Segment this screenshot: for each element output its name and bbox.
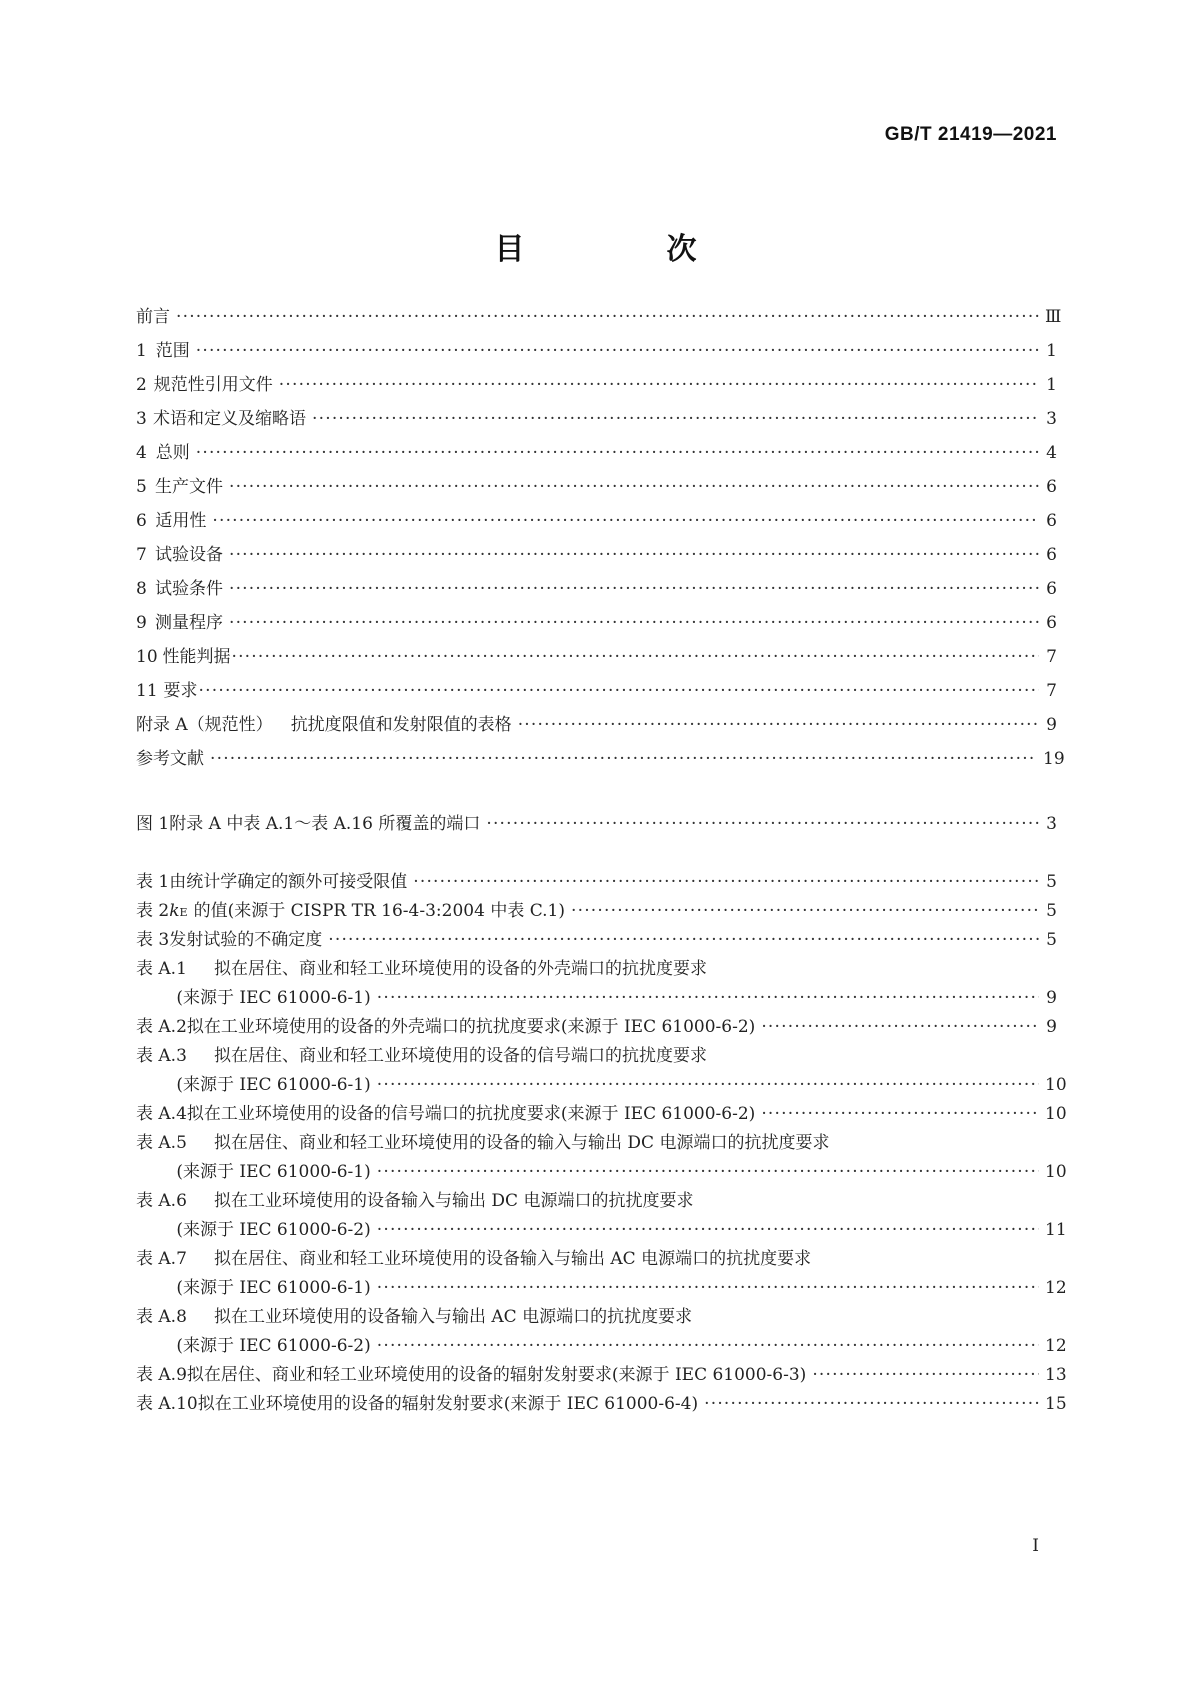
- toc-label: 拟在工业环境使用的设备的信号端口的抗扰度要求(来源于 IEC 61000-6-2): [186, 1104, 756, 1124]
- toc-entry-table-a5[interactable]: [136, 1128, 1057, 1158]
- toc-page: 1: [1046, 375, 1057, 395]
- toc-num: 7: [136, 545, 147, 565]
- toc-label: 拟在居住、商业和轻工业环境使用的设备的输入与输出 DC 电源端口的抗扰度要求: [214, 1133, 830, 1153]
- toc-entry-table-a7[interactable]: [136, 1244, 1057, 1274]
- toc-page: 12: [1045, 1278, 1067, 1298]
- toc-label: 抗扰度限值和发射限值的表格: [290, 715, 512, 735]
- dot-leader: [328, 925, 1039, 955]
- dot-leader: [761, 1099, 1039, 1129]
- dot-leader: [377, 1331, 1039, 1361]
- toc-entry-table-a3-cont[interactable]: [136, 1070, 1067, 1100]
- toc-page: 5: [1046, 930, 1057, 950]
- toc-page: 9: [1046, 988, 1057, 1008]
- toc-entry-table-a1[interactable]: [136, 954, 1057, 984]
- toc-entry-table-a4[interactable]: [136, 1099, 1067, 1129]
- toc-label-cont: (来源于 IEC 61000-6-1): [176, 1162, 371, 1182]
- dot-leader: [704, 1389, 1039, 1419]
- toc-entry-table-a8-cont[interactable]: [136, 1331, 1067, 1361]
- dot-leader: [377, 1070, 1039, 1100]
- toc-label: 前言: [136, 307, 170, 327]
- toc-num: 3: [136, 409, 147, 429]
- toc-page: 9: [1046, 715, 1057, 735]
- toc-label-cont: (来源于 IEC 61000-6-1): [176, 988, 371, 1008]
- toc-page: 5: [1046, 901, 1057, 921]
- dot-leader: [413, 867, 1039, 897]
- toc-entry-table-a1-cont[interactable]: [136, 983, 1057, 1013]
- toc-entry-table-a3[interactable]: [136, 1041, 1057, 1071]
- toc-page: 10: [1045, 1075, 1067, 1095]
- toc-num: 表 A.1: [136, 959, 187, 979]
- dot-leader: [229, 574, 1039, 604]
- toc-entry-table-a2[interactable]: [136, 1012, 1057, 1042]
- toc-entry-table-a10[interactable]: [136, 1389, 1067, 1419]
- toc-page: 19: [1043, 749, 1065, 769]
- toc-num: 8: [136, 579, 147, 599]
- toc-num: 表 A.7: [136, 1249, 187, 1269]
- toc-page: 9: [1046, 1017, 1057, 1037]
- toc-label: 试验设备: [154, 545, 223, 565]
- toc-page: 4: [1046, 443, 1057, 463]
- toc-entry-table-a8[interactable]: [136, 1302, 1057, 1332]
- dot-leader: [212, 506, 1039, 536]
- toc-label-cont: (来源于 IEC 61000-6-2): [176, 1336, 371, 1356]
- toc-page: 10: [1045, 1162, 1067, 1182]
- toc-page: 7: [1046, 681, 1057, 701]
- toc-page: 10: [1045, 1104, 1067, 1124]
- toc-page: 12: [1045, 1336, 1067, 1356]
- toc-entry-table-1[interactable]: [136, 867, 1057, 897]
- toc-label: 拟在居住、商业和轻工业环境使用的设备输入与输出 AC 电源端口的抗扰度要求: [214, 1249, 812, 1269]
- toc-label: 的值(来源于 CISPR TR 16-4-3:2004 中表 C.1): [193, 901, 565, 921]
- toc-label: 参考文献: [136, 749, 204, 769]
- dot-leader: [761, 1012, 1039, 1042]
- toc-label: 试验条件: [154, 579, 223, 599]
- toc-label-cont: (来源于 IEC 61000-6-1): [176, 1075, 371, 1095]
- toc-entry-table-2[interactable]: [136, 896, 1057, 926]
- toc-num: 表 A.9: [136, 1365, 187, 1385]
- toc-num: 表 1: [136, 872, 170, 892]
- toc-page: 6: [1046, 511, 1057, 531]
- dot-leader: [279, 370, 1039, 400]
- toc-num: 表 A.5: [136, 1133, 187, 1153]
- dot-leader: [196, 438, 1039, 468]
- toc-label: 拟在工业环境使用的设备的辐射发射要求(来源于 IEC 61000-6-4): [197, 1394, 699, 1414]
- dot-leader: [377, 1273, 1039, 1303]
- toc-page: 6: [1046, 545, 1057, 565]
- toc-entry-table-a6[interactable]: [136, 1186, 1057, 1216]
- toc-page: Ⅲ: [1045, 307, 1062, 327]
- toc-page: 7: [1046, 647, 1057, 667]
- toc-num: 附录 A（规范性）: [136, 715, 273, 735]
- toc-num: 6: [136, 511, 147, 531]
- page-number: I: [1032, 1536, 1039, 1556]
- toc-label: 总则: [155, 443, 190, 463]
- toc-num: 9: [136, 613, 147, 633]
- dot-leader: [377, 1215, 1039, 1245]
- toc-label: 要求: [163, 681, 198, 701]
- toc-page: 6: [1046, 579, 1057, 599]
- toc-entry-10[interactable]: [136, 642, 1057, 672]
- toc-num: 表 3: [136, 930, 170, 950]
- toc-entry-table-3[interactable]: [136, 925, 1057, 955]
- toc-num: 表 A.8: [136, 1307, 187, 1327]
- toc-page: 15: [1045, 1394, 1067, 1414]
- toc-label: 拟在工业环境使用的设备输入与输出 DC 电源端口的抗扰度要求: [214, 1191, 694, 1211]
- toc-label: 范围: [155, 341, 190, 361]
- dot-leader: [210, 744, 1037, 774]
- toc-label: 规范性引用文件: [153, 375, 273, 395]
- dot-leader: [312, 404, 1039, 434]
- toc-label: 拟在居住、商业和轻工业环境使用的设备的信号端口的抗扰度要求: [214, 1046, 707, 1066]
- toc-entry-figure-1[interactable]: [136, 809, 1057, 839]
- toc-entry-5[interactable]: [136, 472, 1057, 502]
- toc-entry-foreword[interactable]: [136, 302, 1062, 332]
- toc-page: 5: [1046, 872, 1057, 892]
- toc-num: 11: [136, 681, 158, 701]
- toc-num: 表 A.10: [136, 1394, 198, 1414]
- dot-leader: [196, 336, 1039, 366]
- dot-leader: [571, 896, 1039, 926]
- toc-label: 生产文件: [154, 477, 223, 497]
- toc-entry-table-a5-cont[interactable]: [136, 1157, 1067, 1187]
- toc-page: 13: [1045, 1365, 1067, 1385]
- toc-page: 1: [1046, 341, 1057, 361]
- toc-entry-7[interactable]: [136, 540, 1057, 570]
- toc-label: 适用性: [155, 511, 207, 531]
- toc-page: 3: [1046, 409, 1057, 429]
- toc-label: 拟在居住、商业和轻工业环境使用的设备的辐射发射要求(来源于 IEC 61000-6-3): [186, 1365, 807, 1385]
- toc-num: 5: [136, 477, 147, 497]
- dot-leader: [199, 676, 1039, 706]
- toc-entry-2[interactable]: [136, 370, 1057, 400]
- dot-leader: [176, 302, 1039, 332]
- toc-num: 图 1: [136, 814, 170, 834]
- toc-label: 性能判据: [162, 647, 231, 667]
- toc-num: 表 A.4: [136, 1104, 187, 1124]
- dot-leader: [229, 608, 1039, 638]
- toc-entry-1[interactable]: [136, 336, 1057, 366]
- dot-leader: [229, 472, 1039, 502]
- toc-label-cont: (来源于 IEC 61000-6-2): [176, 1220, 371, 1240]
- dot-leader: [377, 1157, 1039, 1187]
- toc-num: 1: [136, 341, 147, 361]
- toc-label: 附录 A 中表 A.1～表 A.16 所覆盖的端口: [169, 814, 481, 834]
- toc-num: 表 A.6: [136, 1191, 187, 1211]
- toc-page: 6: [1046, 477, 1057, 497]
- toc-entry-9[interactable]: [136, 608, 1057, 638]
- toc-num: 表 2: [136, 901, 170, 921]
- toc-entry-11[interactable]: [136, 676, 1057, 706]
- toc-entry-3[interactable]: [136, 404, 1057, 434]
- toc-num: 4: [136, 443, 147, 463]
- toc-page: 11: [1045, 1220, 1067, 1240]
- dot-leader: [518, 710, 1039, 740]
- toc-label: 发射试验的不确定度: [169, 930, 323, 950]
- standard-code: GB/T 21419—2021: [884, 124, 1057, 145]
- toc-num: 10: [136, 647, 158, 667]
- toc-num: 表 A.2: [136, 1017, 187, 1037]
- toc-entry-8[interactable]: [136, 574, 1057, 604]
- toc-label: 拟在工业环境使用的设备输入与输出 AC 电源端口的抗扰度要求: [214, 1307, 693, 1327]
- k-symbol: k: [169, 901, 180, 921]
- dot-leader: [377, 983, 1039, 1013]
- toc-entry-bibliography[interactable]: [136, 744, 1065, 774]
- dot-leader: [486, 809, 1039, 839]
- toc-page: 3: [1046, 814, 1057, 834]
- page-title: 目 次: [494, 232, 753, 267]
- toc-entry-table-a9[interactable]: [136, 1360, 1067, 1390]
- toc-num: 2: [136, 375, 147, 395]
- toc-entry-4[interactable]: [136, 438, 1057, 468]
- toc-label: 拟在工业环境使用的设备的外壳端口的抗扰度要求(来源于 IEC 61000-6-2): [186, 1017, 756, 1037]
- dot-leader: [812, 1360, 1039, 1390]
- toc-label-cont: (来源于 IEC 61000-6-1): [176, 1278, 371, 1298]
- toc-entry-annex-a[interactable]: [136, 710, 1057, 740]
- toc-entry-table-a6-cont[interactable]: [136, 1215, 1067, 1245]
- toc-label: 由统计学确定的额外可接受限值: [169, 872, 408, 892]
- toc-entry-6[interactable]: [136, 506, 1057, 536]
- toc-entry-table-a7-cont[interactable]: [136, 1273, 1067, 1303]
- toc-label: 拟在居住、商业和轻工业环境使用的设备的外壳端口的抗扰度要求: [214, 959, 707, 979]
- dot-leader: [231, 642, 1039, 672]
- toc-num: 表 A.3: [136, 1046, 187, 1066]
- subscript-e: E: [179, 906, 188, 919]
- toc-label: 术语和定义及缩略语: [153, 409, 307, 429]
- dot-leader: [229, 540, 1039, 570]
- toc-label: 测量程序: [154, 613, 223, 633]
- toc-page: 6: [1046, 613, 1057, 633]
